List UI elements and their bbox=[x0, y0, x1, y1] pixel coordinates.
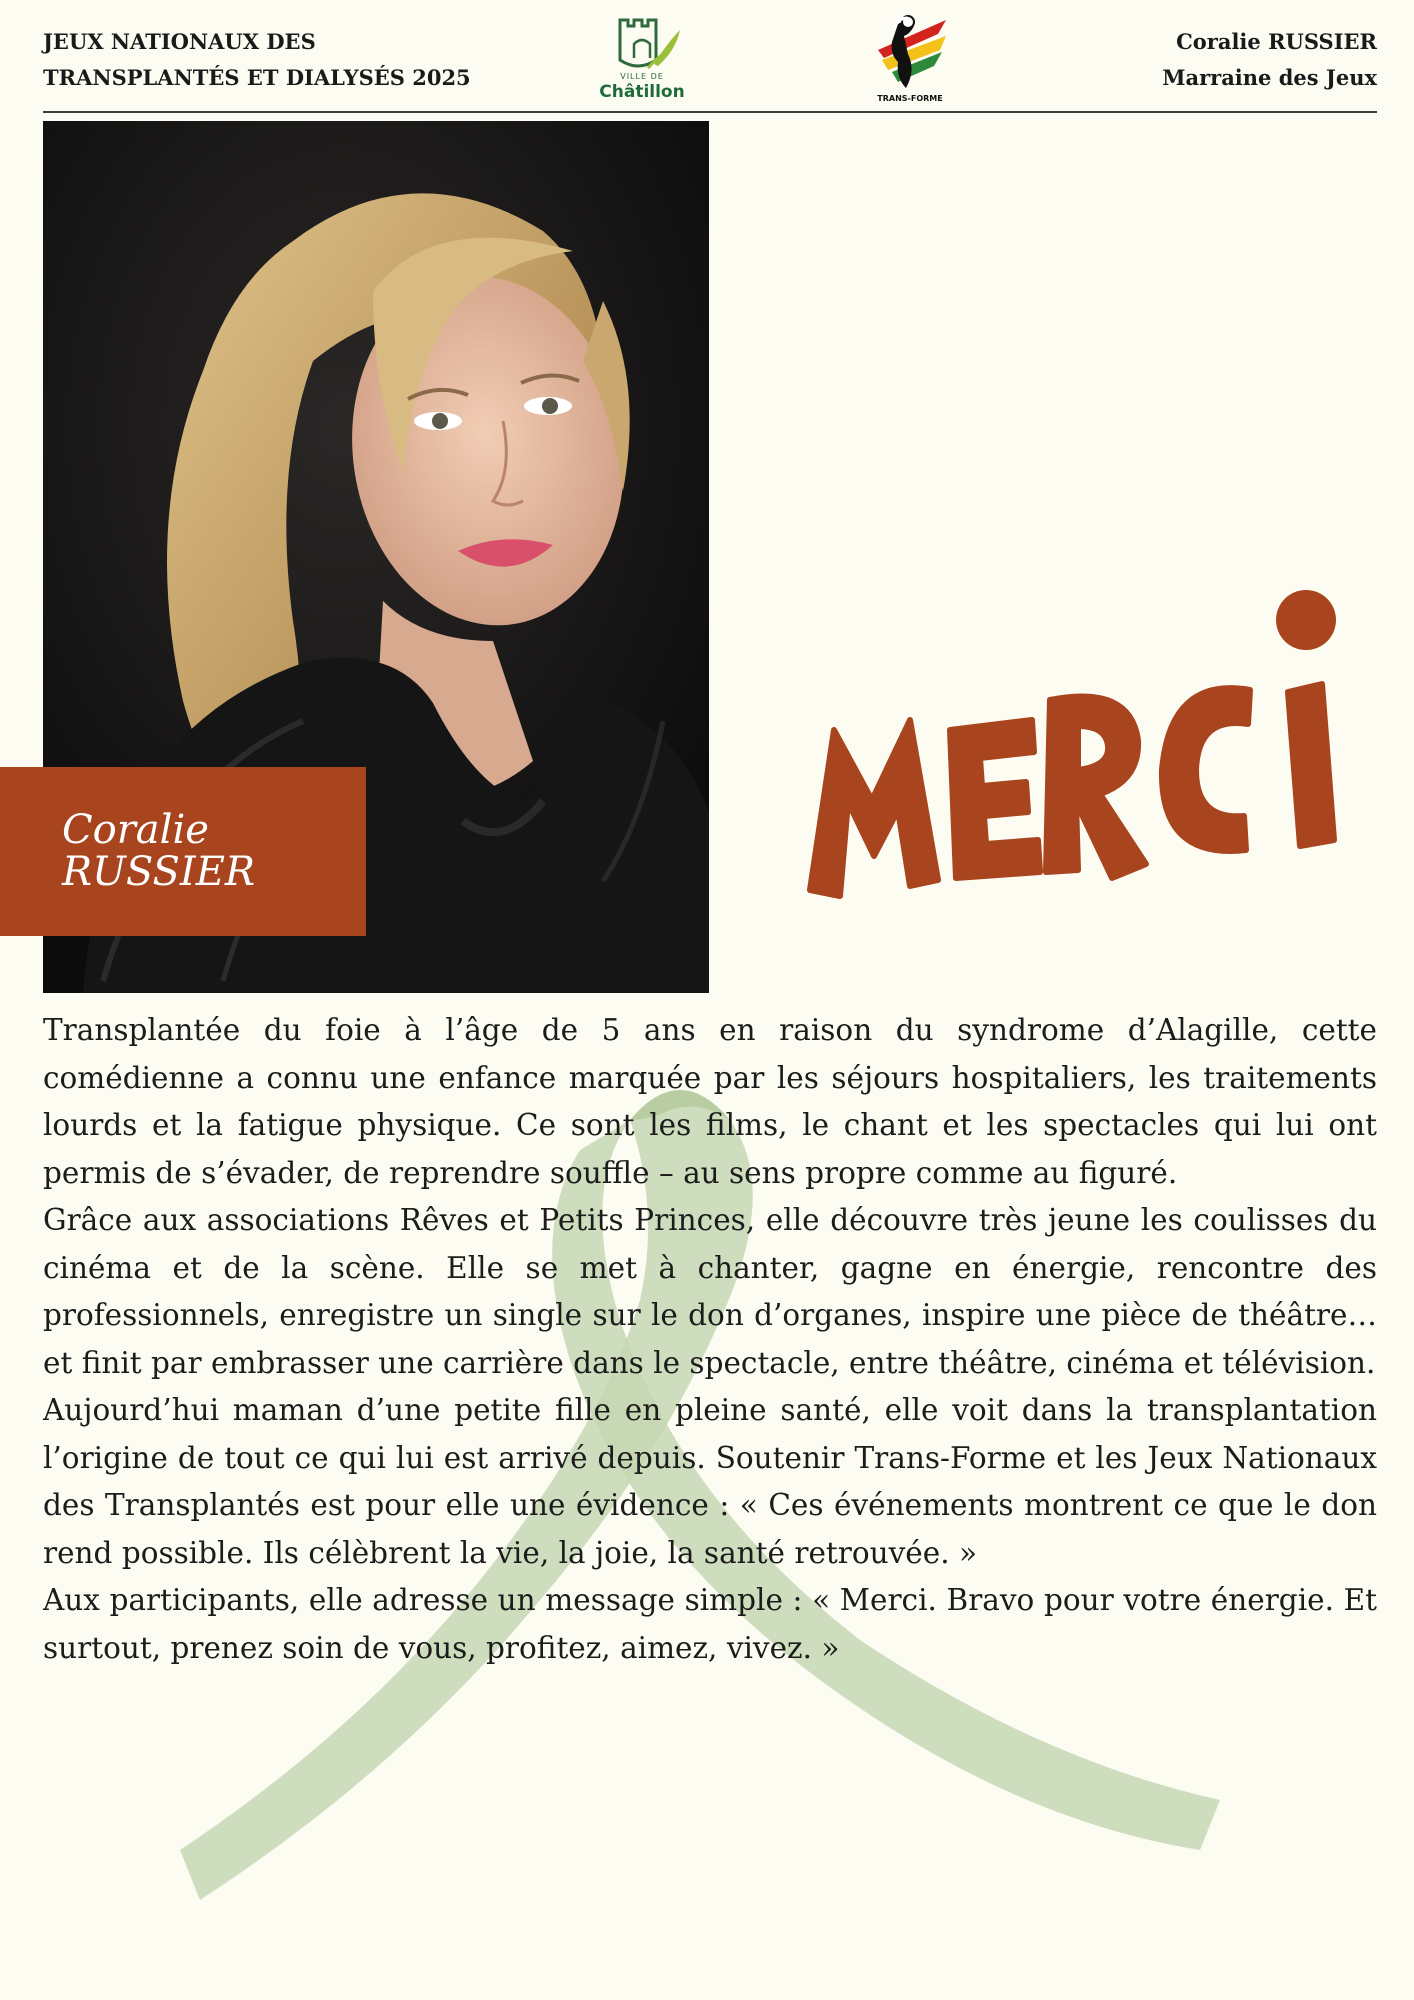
last-name: RUSSIER bbox=[62, 849, 256, 895]
chatillon-tower-icon bbox=[596, 14, 688, 74]
event-title-line2: TRANSPLANTÉS ET DIALYSÉS 2025 bbox=[43, 65, 471, 90]
name-banner bbox=[0, 767, 366, 936]
first-name: Coralie bbox=[62, 807, 209, 853]
chatillon-logo bbox=[596, 14, 688, 108]
biography-paragraph: Aux participants, elle adresse un message simple : « Merci. Bravo pour votre énergie. Et surtout, prenez soin de vous, profitez, aimez, vivez. » bbox=[43, 1583, 1377, 1665]
event-title-line1: JEUX NATIONAUX DES bbox=[43, 29, 316, 54]
merci-wordart bbox=[800, 580, 1370, 940]
event-title bbox=[43, 24, 471, 96]
transforme-athlete-icon bbox=[868, 14, 952, 94]
biography-text bbox=[43, 1007, 1377, 1672]
biography-paragraph: Aujourd’hui maman d’une petite fille en pleine santé, elle voit dans la transplantation l’origine de tout ce qui lui est arrivé depuis. Soutenir Trans-Forme et les Jeux Nationaux des Transplantés est pour elle une évidence : « Ces événements montrent ce que le don rend possible. Ils célèbrent la vie, la joie, la santé retrouvée. » bbox=[43, 1393, 1377, 1570]
biography-paragraph: Grâce aux associations Rêves et Petits Princes, elle découvre très jeune les coulisses du cinéma et de la scène. Elle se met à chanter, gagne en énergie, rencontre des professionnels, enregistre un single sur le don d’organes, inspire une pièce de théâtre… et finit par embrasser une carrière dans le spectacle, entre théâtre, cinéma et télévision. bbox=[43, 1203, 1377, 1380]
chatillon-city: Châtillon bbox=[599, 82, 685, 102]
chatillon-tagline: VILLE DE bbox=[620, 72, 664, 81]
person-header bbox=[1162, 24, 1377, 96]
biography-paragraph: Transplantée du foie à l’âge de 5 ans en raison du syndrome d’Alagille, cette comédienne a connu une enfance marquée par les séjours hospitaliers, les traitements lourds et la fatigue physique. Ce sont les films, le chant et les spectacles qui lui ont permis de s’évader, de reprendre souffle – au sens propre comme au figuré. bbox=[43, 1013, 1377, 1190]
person-header-name: Coralie RUSSIER bbox=[1176, 29, 1377, 54]
header-divider bbox=[43, 111, 1377, 113]
transforme-logo bbox=[868, 14, 952, 108]
person-header-role: Marraine des Jeux bbox=[1162, 65, 1377, 90]
transforme-caption: TRANS-FORME bbox=[877, 94, 943, 103]
